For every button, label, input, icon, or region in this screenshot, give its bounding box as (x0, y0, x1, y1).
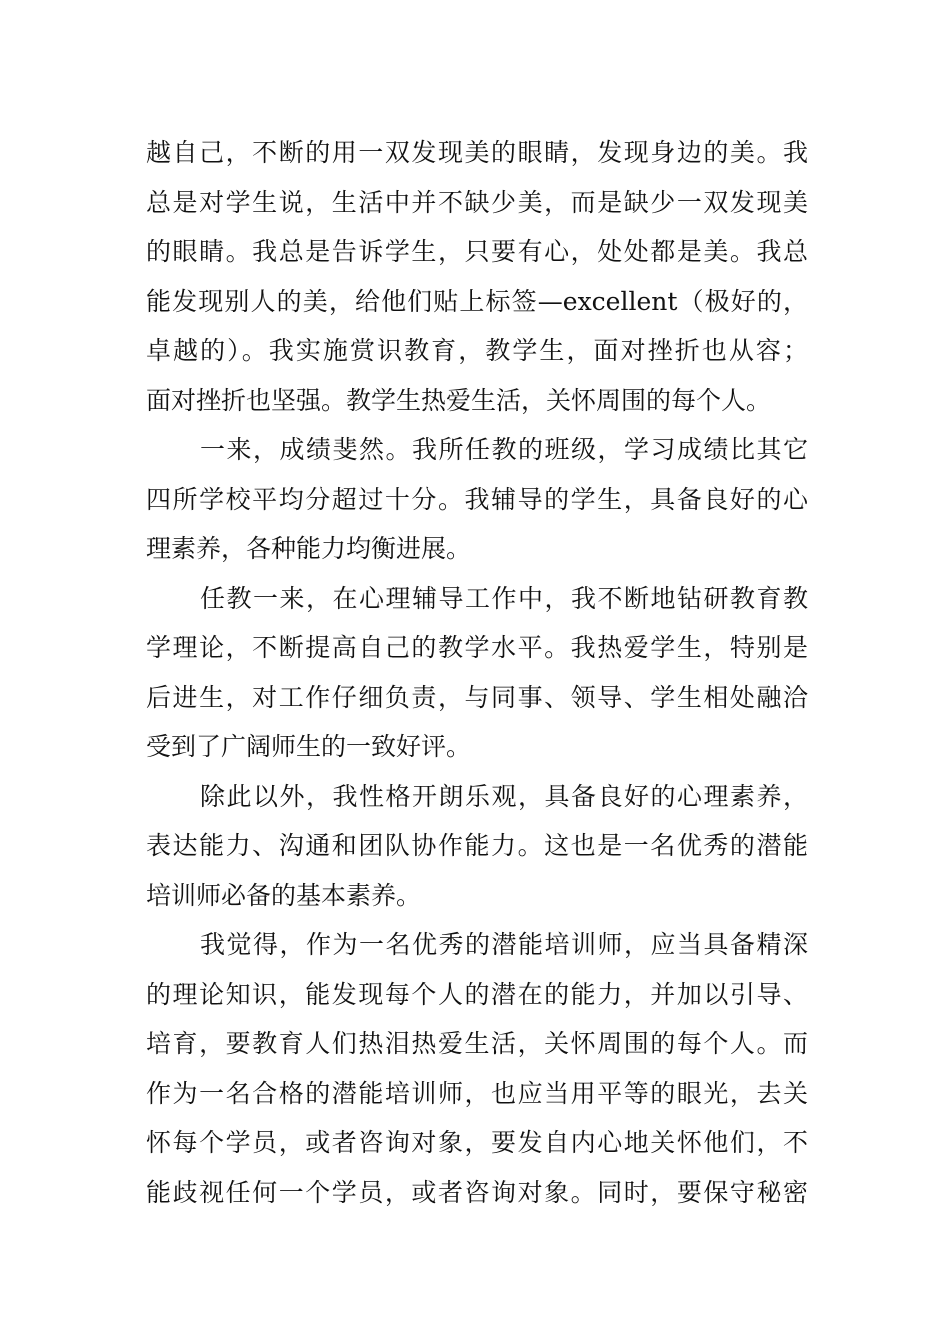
text-line: 培训师必备的基本素养。 (146, 880, 422, 910)
text-line: 卓越的）。我实施赏识教育，教学生，面对挫折也从容； (146, 336, 808, 365)
text-line: 越自己，不断的用一双发现美的眼睛，发现身边的美。我 (146, 138, 808, 167)
body-text (146, 128, 808, 1217)
text-line: 作为一名合格的潜能培训师，也应当用平等的眼光，去关 (146, 1078, 808, 1108)
text-line: 除此以外，我性格开朗乐观，具备良好的心理素养， (200, 781, 808, 811)
text-line: 的理论知识，能发现每个人的潜在的能力，并加以引导、 (146, 979, 808, 1009)
text-line: 我觉得，作为一名优秀的潜能培训师，应当具备精深 (200, 930, 808, 959)
text-line: 后进生，对工作仔细负责，与同事、领导、学生相处融洽 (146, 682, 808, 712)
text-line: 能发现别人的美，给他们贴上标签—excellent（极好的， (146, 286, 808, 316)
text-line: 怀每个学员，或者咨询对象，要发自内心地关怀他们，不 (146, 1128, 808, 1157)
text-line: 受到了广阔师生的一致好评。 (146, 732, 472, 761)
text-line: 表达能力、沟通和团队协作能力。这也是一名优秀的潜能 (146, 831, 808, 860)
text-line: 的眼睛。我总是告诉学生，只要有心，处处都是美。我总 (146, 237, 808, 266)
text-line: 培育，要教育人们热泪热爱生活，关怀周围的每个人。而 (146, 1029, 808, 1058)
text-line: 总是对学生说，生活中并不缺少美，而是缺少一双发现美 (146, 187, 808, 217)
text-line: 四所学校平均分超过十分。我辅导的学生，具备良好的心 (146, 484, 808, 514)
text-line: 学理论，不断提高自己的教学水平。我热爱学生，特别是 (146, 633, 808, 662)
text-line: 面对挫折也坚强。教学生热爱生活，关怀周围的每个人。 (146, 385, 772, 415)
text-line: 任教一来，在心理辅导工作中，我不断地钻研教育教 (200, 583, 808, 613)
text-line: 一来，成绩斐然。我所任教的班级，学习成绩比其它 (200, 435, 808, 464)
text-line: 能歧视任何一个学员，或者咨询对象。同时，要保守秘密 (146, 1177, 808, 1207)
text-line: 理素养，各种能力均衡进展。 (146, 534, 472, 563)
